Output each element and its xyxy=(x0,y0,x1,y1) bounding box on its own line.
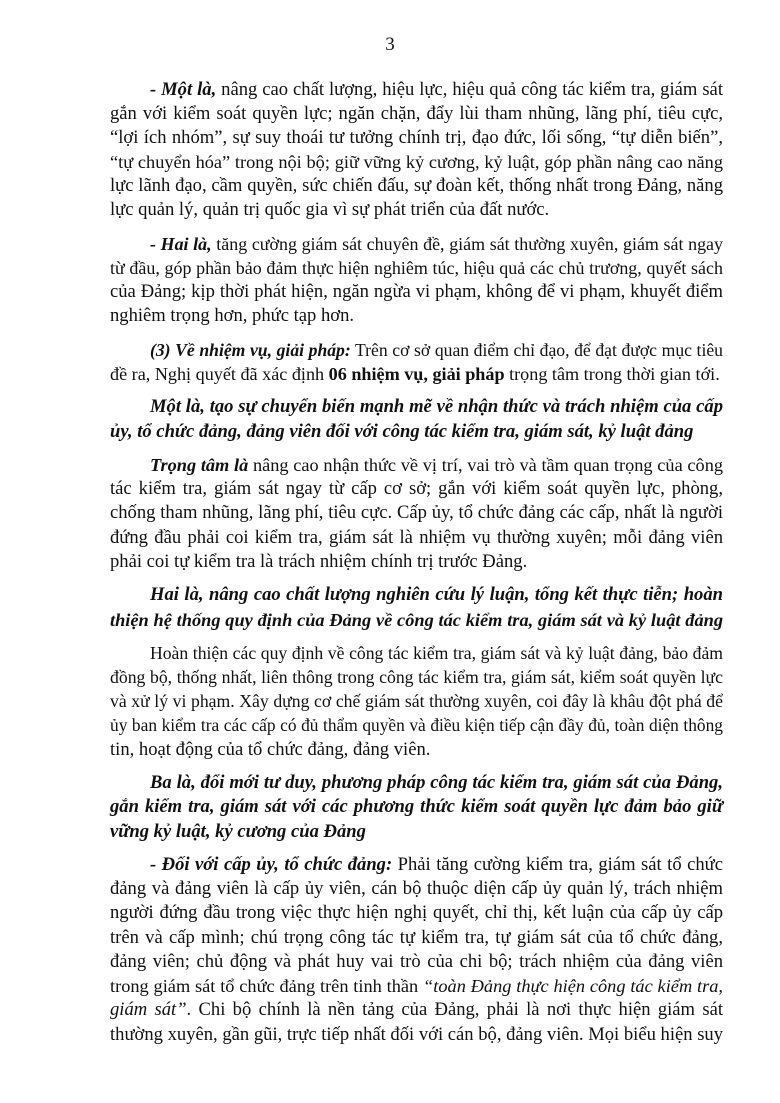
text-line: gắn với kiểm soát quyền lực; ngăn chặn, đẩy lùi tham nhũng, lãng phí, tiêu cực, xyxy=(110,103,723,124)
heading-line: thiện hệ thống quy định của Đảng về công tác kiểm tra, giám sát và kỷ luật đảng xyxy=(110,610,723,630)
line-text: Phải tăng cường kiểm tra, giám sát tổ chức xyxy=(392,854,723,875)
line-text: trong giám sát tổ chức đảng trên tinh thần xyxy=(110,976,424,996)
text-line: đồng bộ, thống nhất, liên thông trong công tác kiểm tra, giám sát, kiểm soát quyền lực xyxy=(110,667,723,687)
text-line xyxy=(150,338,723,362)
text-line: đứng đầu phải coi kiểm tra, giám sát là nhiệm vụ thường xuyên; mỗi đảng viên xyxy=(110,527,723,548)
line-text: . Chi bộ chính là nền tảng của Đảng, phải là nơi thực hiện giám sát xyxy=(186,999,723,1020)
text-line: đảng và đảng viên là cấp ủy viên, cán bộ thuộc diện cấp ủy quản lý, trách nhiệm xyxy=(110,878,723,899)
text-line: nghiêm trọng hơn, phức tạp hơn. xyxy=(110,305,355,326)
text-line: phải coi tự kiểm tra là trách nhiệm chính trị trước Đảng. xyxy=(110,551,528,572)
line-text: nâng cao nhận thức về vị trí, vai trò và tầm quan trọng của công xyxy=(248,455,723,475)
text-line: lực lãnh đạo, cầm quyền, sức chiến đấu, sự đoàn kết, thống nhất trong Đảng, năng xyxy=(110,175,723,196)
line-text: nâng cao chất lượng, hiệu lực, hiệu quả công tác kiểm tra, giám sát xyxy=(216,79,723,100)
bold-text: 06 nhiệm vụ, giải pháp xyxy=(328,364,505,384)
text-line: chống tham nhũng, lãng phí, tiêu cực. Cấp ủy, tổ chức đảng các cấp, nhất là người xyxy=(110,502,723,523)
lead-label: - Một là, xyxy=(150,79,217,100)
text-line: tin, hoạt động của tổ chức đảng, đảng viên. xyxy=(110,739,431,760)
heading-line: vững kỷ luật, kỷ cương của Đảng xyxy=(110,821,366,842)
page-number: 3 xyxy=(385,34,395,55)
text-line: lực quản lý, quản trị quốc gia vì sự phát triển của đất nước. xyxy=(110,199,550,220)
heading-line: Một là, tạo sự chuyển biến mạnh mẽ về nhận thức và trách nhiệm của cấp xyxy=(150,396,723,417)
quote-text: “toàn Đảng thực hiện công tác kiểm tra, xyxy=(423,976,723,996)
text-line: của Đảng; kịp thời phát hiện, ngăn ngừa vi phạm, không để vi phạm, khuyết điểm xyxy=(110,281,723,302)
line-text: đề ra, Nghị quyết đã xác định xyxy=(110,364,329,384)
heading-line: ủy, tổ chức đảng, đảng viên đối với công tác kiểm tra, giám sát, kỷ luật đảng xyxy=(110,421,694,442)
text-line: “tự chuyển hóa” trong nội bộ; giữ vững kỷ cương, kỷ luật, góp phần nâng cao năng xyxy=(110,152,723,172)
heading-line: Ba là, đổi mới tư duy, phương pháp công tác kiểm tra, giám sát của Đảng, xyxy=(150,772,723,793)
quote-text: giám sát” xyxy=(110,999,187,1020)
text-line: tác kiểm tra, giám sát ngay từ cấp cơ sở; gắn với kiểm soát quyền lực, phòng, xyxy=(110,478,723,499)
text-line xyxy=(110,362,723,386)
heading-line: gắn kiểm tra, giám sát với các phương thức kiểm soát quyền lực đảm bảo giữ xyxy=(110,796,723,817)
text-line: thường xuyên, gần gũi, trực tiếp nhất đối với cán bộ, đảng viên. Mọi biểu hiện suy xyxy=(110,1024,724,1045)
text-line: người đứng đầu trong việc thực hiện nghị quyết, chỉ thị, kết luận của cấp ủy cấp xyxy=(110,902,723,923)
text-line xyxy=(150,78,723,102)
text-line xyxy=(110,998,723,1022)
line-text: tăng cường giám sát chuyên đề, giám sát thường xuyên, giám sát ngay xyxy=(211,234,723,254)
text-line: trên và cấp mình; chú trọng công tác tự kiểm tra, tự giám sát của tổ chức đảng, xyxy=(110,927,723,948)
line-text: trọng tâm trong thời gian tới. xyxy=(504,364,720,384)
text-line: ủy ban kiểm tra các cấp có đủ thẩm quyền và điều kiện tiếp cận đầy đủ, toàn diện thông xyxy=(110,716,723,735)
text-line xyxy=(150,453,723,477)
text-line: và xử lý vi phạm. Xây dựng cơ chế giám sát thường xuyên, coi đây là khâu đột phá để xyxy=(110,691,723,711)
heading-line: Hai là, nâng cao chất lượng nghiên cứu lý luận, tổng kết thực tiễn; hoàn xyxy=(150,584,723,605)
lead-label: - Hai là, xyxy=(150,234,212,254)
line-text: Trên cơ sở quan điểm chỉ đạo, để đạt được mục tiêu xyxy=(350,340,723,360)
text-line xyxy=(150,853,723,877)
text-line xyxy=(110,974,723,998)
text-line: từ đầu, góp phần bảo đảm thực hiện nghiêm túc, hiệu quả các chủ trương, quyết sách xyxy=(110,258,723,278)
text-line xyxy=(150,232,723,256)
lead-label: (3) Về nhiệm vụ, giải pháp: xyxy=(150,340,351,360)
text-line: đảng viên; chủ động và phát huy vai trò của chi bộ; trách nhiệm của đảng viên xyxy=(110,951,723,972)
lead-label: - Đối với cấp ủy, tổ chức đảng: xyxy=(150,854,393,875)
text-line: Hoàn thiện các quy định về công tác kiểm tra, giám sát và kỷ luật đảng, bảo đảm xyxy=(150,643,723,663)
text-line: “lợi ích nhóm”, sự suy thoái tư tưởng chính trị, đạo đức, lối sống, “tự diễn biến”, xyxy=(110,127,723,148)
lead-label: Trọng tâm là xyxy=(150,455,249,475)
